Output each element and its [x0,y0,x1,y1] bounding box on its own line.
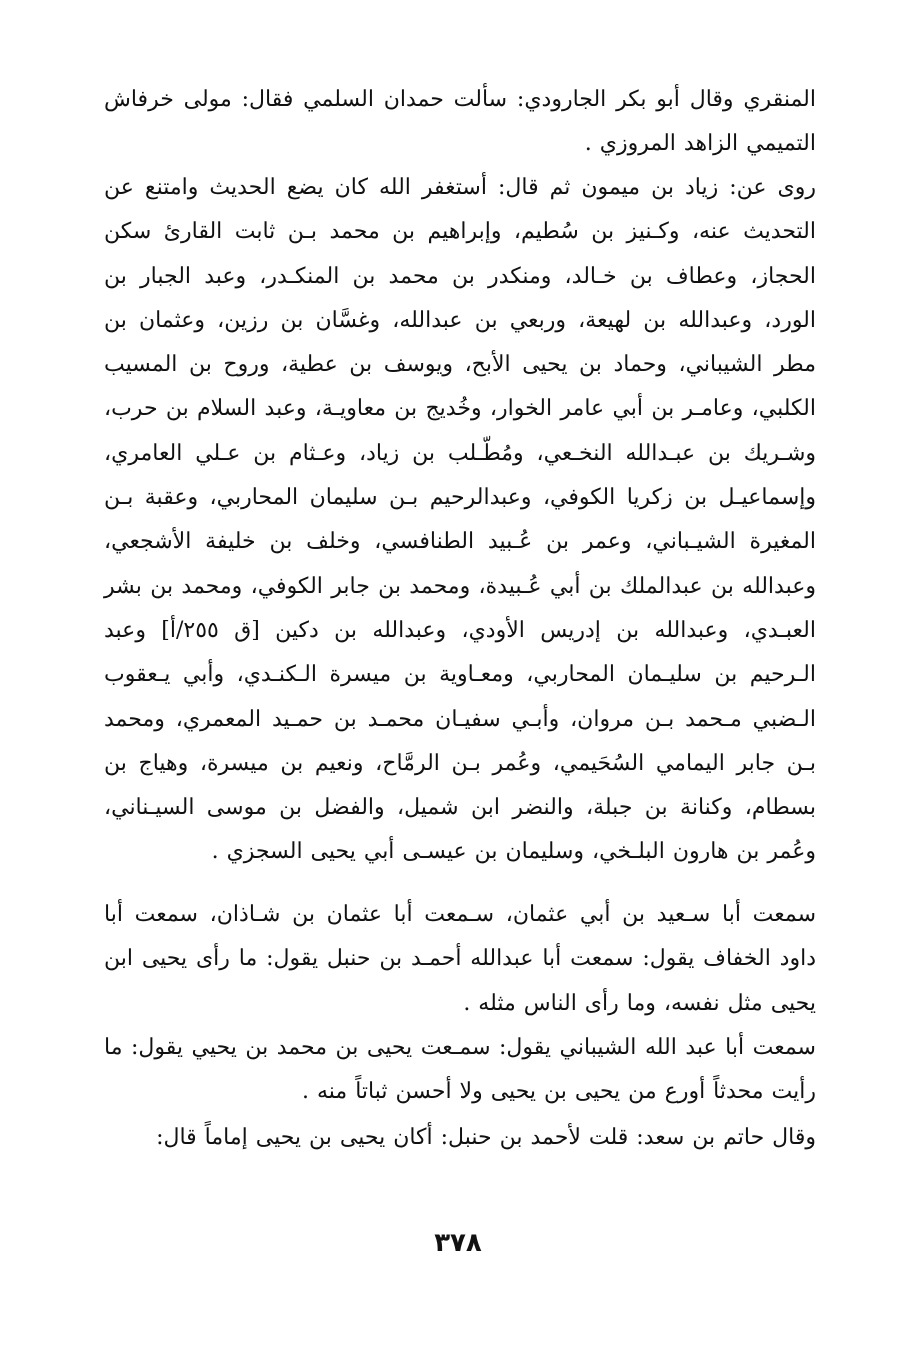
paragraph-3: سمعت أبا سـعيد بن أبي عثمان، سـمعت أبا عثمان بن شـاذان، سمعت أبا داود الخفاف يقول: سمعت أبا عبدالله أحمـد بن حنبل يقول: ما رأى يحيى ابن يحيى مثل نفسه، وما رأى الناس مثله . [104,902,816,1016]
paragraph-5: وقال حاتم بن سعد: قلت لأحمد بن حنبل: أكان يحيى بن يحيى إماماً قال: [156,1125,816,1150]
paragraph-1: المنقري وقال أبو بكر الجارودي: سألت حمدان السلمي فقال: مولى خرفاش التميمي الزاهد المروزي . [104,87,816,157]
paragraph-2: روى عن: زياد بن ميمون ثم قال: أستغفر الله كان يضع الحديث وامتنع عن التحديث عنه، وكـنيز بن سُطيم، وإبراهيم بن محمد بـن ثابت القارئ سكن الحجاز، وعطاف بن خـالد، ومنكدر بن محمد بن المنكـدر، وعبد الجبار بن الورد، وعبدالله بن لهيعة، وربعي بن عبدالله، وغسَّان بن رزين، وعثمان بن مطر الشيباني، وحماد بن يحيى الأبح، ويوسف بن عطية، وروح بن المسيب الكلبي، وعامـر بن أبي عامر الخوار، وخُديج بن معاويـة، وعبد السلام بن حرب، وشـريك بن عبـدالله النخـعي، ومُطّـلب بن زياد، وعـثام بن عـلي العامري، وإسماعيـل بن زكريا الكوفي، وعبدالرحيم بـن سليمان المحاربي، وعقبة بـن المغيرة الشيـباني، وعمر بن عُـبيد الطنافسي، وخلف بن خليفة الأشجعي، وعبدالله بن عبدالملك بن أبي عُـبيدة، ومحمد بن جابر الكوفي، ومحمد بن بشر العبـدي، وعبدالله بن إدريس الأودي، وعبدالله بن دكين [ق ٢٥٥/أ] وعبد الـرحيم بن سليـمان المحاربي، ومعـاوية بن ميسرة الـكنـدي، وأبي يـعقوب الـضبي مـحمد بـن مروان، وأبـي سفيـان محمـد بن حمـيد المعمري، ومحمد بـن جابر اليمامي السُحَيمي، وعُمر بـن الرمَّاح، ونعيم بن ميسرة، وهياج بن بسطام، وكنانة بن جبلة، والنضر ابن شميل، والفضل بن موسى السيـناني، وعُمر بن هارون البلـخي، وسليمان بن عيسـى أبي يحيى السجزي . [104,175,817,865]
page-number: ٣٧٨ [434,1228,482,1258]
paragraph-4: سمعت أبا عبد الله الشيباني يقول: سمـعت يحيى بن محمد بن يحيي يقول: ما رأيت محدثاً أورع من يحيى بن يحيى ولا أحسن ثباتاً منه . [104,1035,816,1105]
